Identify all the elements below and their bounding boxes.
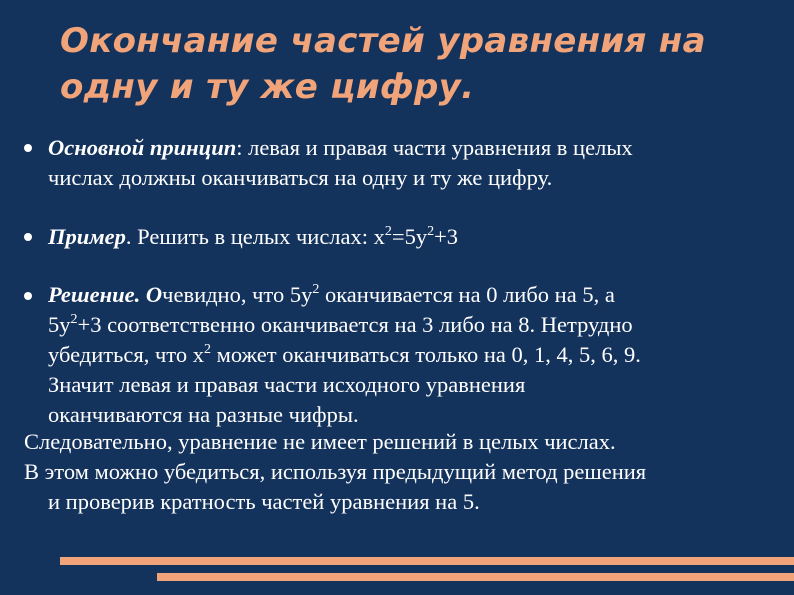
solution-text-1a: чевидно, что 5y [162, 282, 313, 307]
solution-text-3b: может оканчиваться только на 0, 1, 4, 5, 6, 9. [210, 342, 641, 367]
conclusion-paragraph [24, 427, 646, 517]
conclusion-line-2: В этом можно убедиться, используя предыдущий метод решения [24, 459, 647, 484]
bullet-dot [24, 292, 32, 300]
example-exponent-2: 2 [427, 224, 435, 239]
example-paragraph [48, 222, 458, 252]
principle-text-1: : левая и правая части уравнения в целых [236, 135, 633, 160]
solution-text-2b: +3 соответственно оканчивается на 3 либо на 8. Нетрудно [77, 312, 633, 337]
title-line-1: Окончание частей уравнения на [60, 21, 706, 61]
principle-line-1 [48, 133, 633, 163]
solution-exponent-3: 2 [203, 342, 211, 357]
solution-label-o: О [140, 282, 163, 307]
example-equals: =5y [391, 224, 428, 249]
solution-text-3a: убедиться, что x [48, 342, 204, 367]
solution-label: Решение. [48, 282, 141, 307]
solution-line-1 [48, 280, 641, 310]
principle-paragraph [48, 133, 633, 193]
bullet-dot [24, 233, 32, 241]
example-exponent-1: 2 [384, 224, 392, 239]
solution-line-2 [48, 310, 641, 340]
conclusion-line-3: и проверив кратность частей уравнения на 5. [48, 489, 480, 514]
conclusion-line-1: Следовательно, уравнение не имеет решений в целых числах. [24, 429, 616, 454]
solution-line-4: Значит левая и правая части исходного уравнения [48, 372, 526, 397]
bullet-dot [24, 144, 32, 152]
solution-text-2a: 5y [48, 312, 71, 337]
title-line-2: одну и ту же цифру. [60, 67, 475, 107]
principle-line-2: числах должны оканчиваться на одну и ту же цифру. [48, 165, 553, 190]
solution-line-5: оканчиваются на разные чифры. [48, 402, 359, 427]
principle-label: Основной принцип [48, 135, 237, 160]
example-text: . Решить в целых числах: x [125, 224, 385, 249]
example-label: Пример [48, 224, 126, 249]
accent-bar-bottom [157, 573, 794, 581]
solution-exponent-1: 2 [312, 282, 320, 297]
accent-bar-top [60, 557, 794, 565]
example-tail: +3 [434, 224, 459, 249]
solution-line-3 [48, 340, 641, 370]
solution-paragraph [48, 280, 641, 430]
solution-exponent-2: 2 [70, 312, 78, 327]
solution-text-1b: оканчивается на 0 либо на 5, а [319, 282, 615, 307]
